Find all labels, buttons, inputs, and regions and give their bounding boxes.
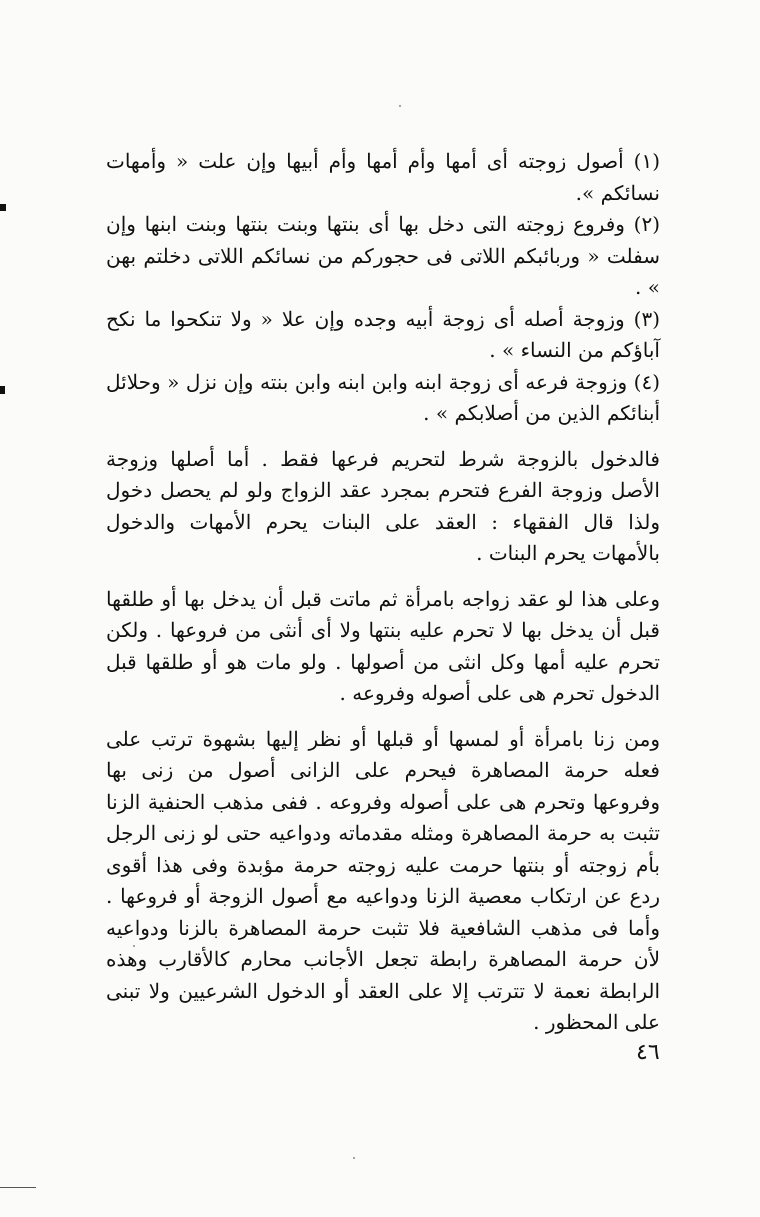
scan-line-bottom bbox=[0, 1187, 36, 1188]
paragraph-item-2: (٢) وفروع زوجته التى دخل بها أى بنتها وبنت بنتها وبنت ابنها وإن سفلت « وربائبكم اللاتى فى حجوركم من نسائكم اللاتى دخلتم بهن » . bbox=[106, 212, 660, 299]
paragraph-aqd: وعلى هذا لو عقد زواجه بامرأة ثم ماتت قبل أن يدخل بها أو طلقها قبل أن يدخل بها لا تحرم عليه بنتها ولا أى أنثى من فروعها . ولكن تحرم عليه أمها وكل انثى من أصولها . ولو مات هو أو طلقها قبل الدخول تحرم هى على أصوله وفروعه . bbox=[106, 586, 660, 705]
scan-mark-middle bbox=[0, 386, 5, 394]
scan-dot bbox=[353, 1157, 355, 1159]
paragraph-dukhul: فالدخول بالزوجة شرط لتحريم فرعها فقط . أما أصلها وزوجة الأصل وزوجة الفرع فتحرم بمجرد عقد الزواج ولو لم يحصل دخول ولذا قال الفقهاء : العقد على البنات يحرم الأمهات والدخول بالأمهات يحرم البنات . bbox=[106, 446, 660, 565]
paragraph-item-4: (٤) وزوجة فرعه أى زوجة ابنه وابن ابنه وابن بنته وإن نزل « وحلائل أبنائكم الذين من أصلابكم » . bbox=[106, 369, 660, 425]
scan-mark-top bbox=[0, 204, 6, 211]
body-text bbox=[106, 146, 660, 1039]
page-number: ٤٦ bbox=[636, 1040, 660, 1065]
paragraph-zina: ومن زنا بامرأة أو لمسها أو قبلها أو نظر إليها بشهوة ترتب على فعله حرمة المصاهرة فيحرم على الزانى أصول من زنى بها وفروعها وتحرم هى على أصوله وفروعه . ففى مذهب الحنفية الزنا تثبت به حرمة المصاهرة ومثله مقدماته ودواعيه حتى لو زنى الرجل بأم زوجته أو بنتها حرمت عليه زوجته حرمة مؤبدة وفى هذا أقوى ردع عن ارتكاب معصية الزنا ودواعيه مع أصول الزوجة أو فروعها . وأما فى مذهب الشافعية فلا تثبت حرمة المصاهرة بالزنا ودواعيه لأن حرمة المصاهرة رابطة تجعل الأجانب محارم كالأقارب وهذه الرابطة نعمة لا تترتب إلا على العقد أو الدخول الشرعيين ولا تبنى على المحظور . bbox=[106, 726, 660, 1034]
paragraph-item-1: (١) أصول زوجته أى أمها وأم أمها وأم أبيها وإن علت « وأمهات نسائكم ». bbox=[106, 149, 660, 205]
paragraph-item-3: (٣) وزوجة أصله أى زوجة أبيه وجده وإن علا « ولا تنكحوا ما نكح آباؤكم من النساء » . bbox=[106, 306, 660, 362]
scan-dot bbox=[399, 105, 401, 107]
